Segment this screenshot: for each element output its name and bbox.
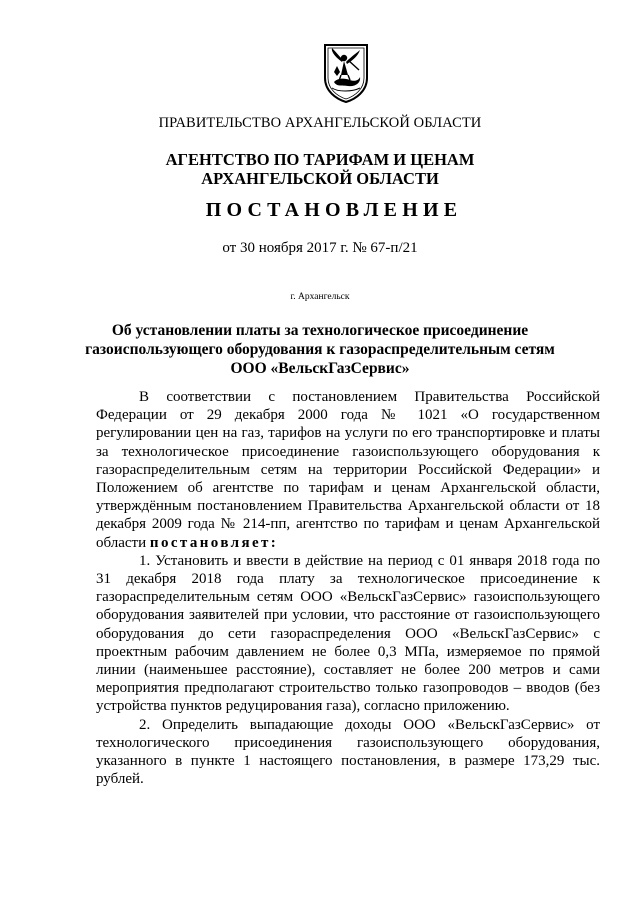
arkhangelsk-coat-of-arms-icon: [322, 42, 370, 104]
subject-line-3: ООО «ВельскГазСервис»: [230, 360, 410, 377]
preamble-paragraph: [96, 388, 600, 552]
government-title: ПРАВИТЕЛЬСТВО АРХАНГЕЛЬСКОЙ ОБЛАСТИ: [158, 115, 482, 131]
item-2-paragraph: 2. Определить выпадающие доходы ООО «ВельскГазСервис» от технологического присоединения газоиспользующего оборудования, указанного в пункте 1 настоящего постановления, в размере 173,29 тыс. рублей.: [96, 716, 600, 788]
agency-title: [0, 150, 640, 188]
preamble-text: В соответствии с постановлением Правительства Российской Федерации от 29 декабря 2000 года № 1021 «О государственном регулировании цен на газ, тарифов на услуги по его транспортировке и платы за технологическое присоединение газоиспользующего оборудования к газораспределительным сетям на территории Российской Федерации» и Положением об агентстве по тарифам и ценам Архангельской области, утверждённым постановлением Правительства Архангельской области от 18 декабря 2009 года № 214-пп, агентство по тарифам и ценам Архангельской области: [96, 389, 600, 551]
document-type: ПОСТАНОВЛЕНИЕ: [205, 199, 463, 221]
document-date-number: от 30 ноября 2017 г. № 67-п/21: [222, 240, 418, 256]
document-body: [96, 388, 600, 788]
subject-line-2: газоиспользующего оборудования к газораспределительным сетям: [85, 341, 555, 358]
item-1-paragraph: 1. Установить и ввести в действие на период с 01 января 2018 года по 31 декабря 2018 года плату за технологическое присоединение к газораспределительным сетям ООО «ВельскГазСервис» газоиспользующего оборудования заявителей при условии, что расстояние от газоиспользующего оборудования до сети газораспределения ООО «ВельскГазСервис» с проектным рабочим давлением не более 0,3 МПа, измеряемое по прямой линии (наименьшее расстояние), составляет не более 200 метров и сами мероприятия предполагают строительство только газопроводов – вводов (без устройства пунктов редуцирования газа), согласно приложению.: [96, 552, 600, 715]
decree-word: постановляет:: [149, 534, 279, 551]
subject-line-1: Об установлении платы за технологическое присоединение: [111, 322, 529, 339]
document-subject: [0, 321, 640, 378]
document-city: г. Архангельск: [290, 292, 350, 302]
agency-title-line-2: АРХАНГЕЛЬСКОЙ ОБЛАСТИ: [201, 169, 439, 188]
agency-title-line-1: АГЕНТСТВО ПО ТАРИФАМ И ЦЕНАМ: [165, 150, 475, 169]
